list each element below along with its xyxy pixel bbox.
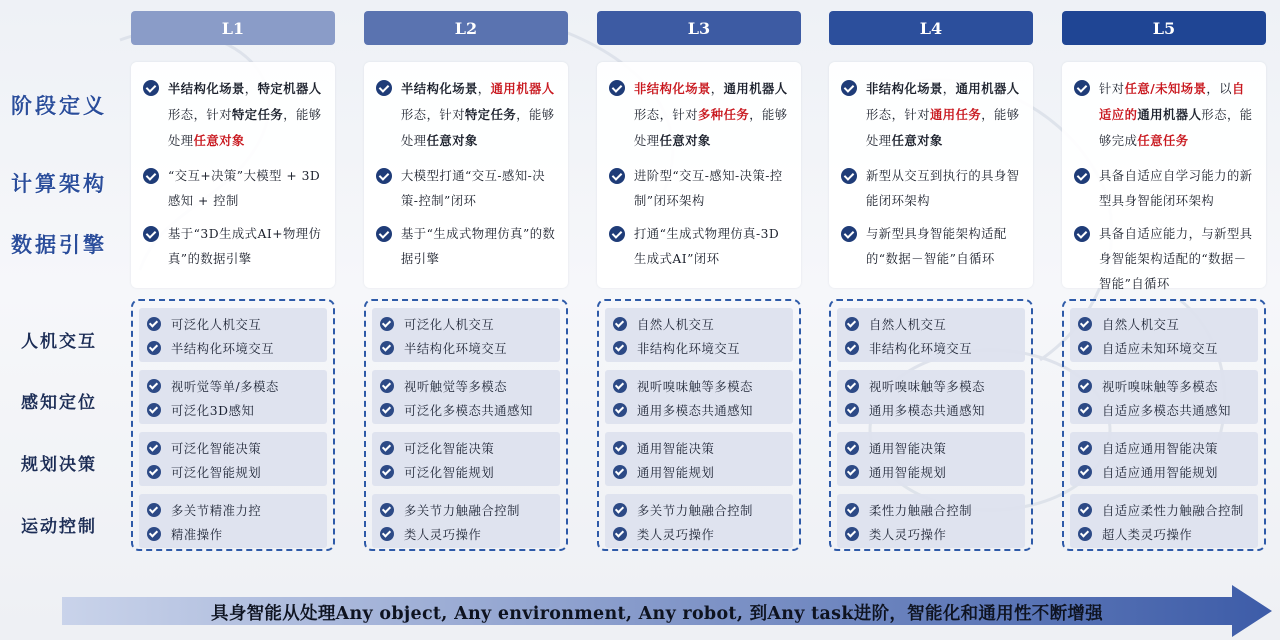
capability-item [845, 374, 1019, 398]
capability-group [1070, 494, 1258, 548]
check-circle-icon [147, 465, 161, 479]
capability-group [372, 370, 560, 424]
capability-text: 自然人机交互 [869, 318, 947, 332]
check-circle-icon [845, 403, 859, 417]
plain-text: 具备自适应自学习能力的新型具身智能闭环架构 [1099, 169, 1253, 208]
capability-text: 类人灵巧操作 [869, 528, 947, 542]
plain-text: ，能够处理 [401, 108, 555, 148]
capability-item [1078, 498, 1252, 522]
emphasis-bold-text: 通用机器人 [1137, 107, 1202, 122]
capability-text: 半结构化环境交互 [171, 342, 275, 356]
emphasis-bold-text: 半结构化场景 [168, 81, 245, 96]
check-circle-icon [143, 80, 159, 96]
plain-text: ， [477, 82, 491, 96]
check-circle-icon [380, 317, 394, 331]
plain-text: 打通“生成式物理仿真-3D生成式AI”闭环 [634, 227, 780, 266]
bottom-caption: 具身智能从处理Any object, Any environment, Any robot, 到Any task进阶，智能化和通用性不断增强 [211, 604, 1103, 624]
check-circle-icon [1078, 379, 1092, 393]
plain-text: 形态，针对 [168, 108, 232, 122]
emphasis-bold-text: 任意对象 [891, 133, 943, 148]
emphasis-bold-text: 通用机器人 [955, 81, 1020, 96]
check-circle-icon [1078, 527, 1092, 541]
row-label-hri: 人机交互 [21, 332, 97, 352]
definition-card-l4 [829, 62, 1033, 288]
check-circle-icon [143, 168, 159, 184]
capability-box-l1 [131, 299, 335, 551]
capability-group [837, 432, 1025, 486]
capability-item [380, 498, 554, 522]
emphasis-bold-text: 任意对象 [426, 133, 478, 148]
capability-item [147, 312, 321, 336]
emphasis-red-text: 通用任务 [930, 107, 982, 122]
capability-item [845, 398, 1019, 422]
capability-item [380, 374, 554, 398]
level-header-l3: L3 [597, 11, 801, 45]
check-circle-icon [613, 403, 627, 417]
capability-text: 自适应未知环境交互 [1102, 342, 1219, 356]
capability-text: 自适应通用智能决策 [1102, 442, 1219, 456]
check-circle-icon [380, 527, 394, 541]
check-circle-icon [613, 341, 627, 355]
check-circle-icon [841, 80, 857, 96]
capability-text: 视听觉等单/多模态 [171, 380, 279, 394]
definition-text [168, 76, 325, 154]
plain-text: 新型从交互到执行的具身智能闭环架构 [866, 169, 1020, 208]
capability-item [380, 436, 554, 460]
capability-item [380, 460, 554, 484]
capability-item [1078, 336, 1252, 360]
level-header-l5: L5 [1062, 11, 1266, 45]
check-circle-icon [380, 341, 394, 355]
capability-item [380, 522, 554, 546]
check-circle-icon [1074, 80, 1090, 96]
definition-text [1099, 164, 1256, 214]
check-circle-icon [143, 226, 159, 242]
row-label-data-engine: 数据引擎 [11, 232, 107, 257]
capability-text: 自适应多模态共通感知 [1102, 404, 1231, 418]
capability-item [1078, 522, 1252, 546]
level-header-l4: L4 [829, 11, 1033, 45]
capability-group [605, 432, 793, 486]
capability-group [139, 432, 327, 486]
check-circle-icon [613, 503, 627, 517]
definition-item [609, 222, 791, 272]
definition-card-l3 [597, 62, 801, 288]
definition-item [1074, 164, 1256, 214]
check-circle-icon [1078, 441, 1092, 455]
capability-text: 可泛化智能规划 [404, 466, 495, 480]
capability-group [605, 494, 793, 548]
capability-group [837, 494, 1025, 548]
definition-text [634, 76, 791, 154]
capability-item [147, 374, 321, 398]
plain-text: ，能够处理 [866, 108, 1020, 148]
check-circle-icon [1074, 168, 1090, 184]
capability-text: 可泛化3D感知 [171, 404, 255, 418]
capability-box-l4 [829, 299, 1033, 551]
level-header-l2: L2 [364, 11, 568, 45]
definition-text [401, 222, 558, 272]
capability-item [845, 336, 1019, 360]
check-circle-icon [845, 379, 859, 393]
definition-item [841, 76, 1023, 154]
emphasis-bold-text: 通用机器人 [723, 81, 788, 96]
capability-text: 视听嗅味触等多模态 [1102, 380, 1219, 394]
check-circle-icon [147, 403, 161, 417]
capability-text: 多关节力触融合控制 [637, 504, 754, 518]
definition-text [634, 164, 791, 214]
capability-text: 半结构化环境交互 [404, 342, 508, 356]
capability-item [380, 398, 554, 422]
definition-item [143, 222, 325, 272]
capability-item [613, 336, 787, 360]
plain-text: ， [710, 82, 724, 96]
definition-text [1099, 76, 1256, 154]
capability-text: 非结构化环境交互 [637, 342, 741, 356]
emphasis-red-text: 多种任务 [698, 107, 750, 122]
plain-text: 形态，针对 [401, 108, 465, 122]
capability-text: 类人灵巧操作 [404, 528, 482, 542]
definition-text [401, 76, 558, 154]
capability-group [605, 308, 793, 362]
definition-card-l1 [131, 62, 335, 288]
check-circle-icon [147, 379, 161, 393]
capability-text: 可泛化智能规划 [171, 466, 262, 480]
capability-text: 非结构化环境交互 [869, 342, 973, 356]
capability-item [613, 460, 787, 484]
capability-group [139, 308, 327, 362]
check-circle-icon [147, 527, 161, 541]
definition-text [866, 164, 1023, 214]
capability-item [147, 336, 321, 360]
definition-item [376, 222, 558, 272]
row-label-perception: 感知定位 [21, 393, 97, 413]
check-circle-icon [1078, 403, 1092, 417]
capability-item [845, 436, 1019, 460]
plain-text: ， [942, 82, 956, 96]
check-circle-icon [845, 465, 859, 479]
definition-text [634, 222, 791, 272]
capability-text: 可泛化智能决策 [171, 442, 262, 456]
capability-group [139, 494, 327, 548]
capability-text: 通用智能决策 [869, 442, 947, 456]
check-circle-icon [1078, 317, 1092, 331]
check-circle-icon [1078, 503, 1092, 517]
check-circle-icon [613, 441, 627, 455]
definition-item [841, 164, 1023, 214]
level-header-l1: L1 [131, 11, 335, 45]
capability-item [147, 522, 321, 546]
plain-text: 具备自适应能力，与新型具身智能架构适配的“数据－智能”自循环 [1099, 227, 1253, 291]
capability-group [837, 370, 1025, 424]
capability-group [1070, 432, 1258, 486]
capability-text: 精准操作 [171, 528, 223, 542]
capability-item [380, 312, 554, 336]
plain-text: 形态，针对 [634, 108, 698, 122]
emphasis-bold-text: 特定机器人 [257, 81, 322, 96]
plain-text: 针对 [1099, 82, 1125, 96]
capability-group [837, 308, 1025, 362]
capability-text: 通用智能决策 [637, 442, 715, 456]
emphasis-red-text: 任意对象 [193, 133, 245, 148]
capability-group [372, 308, 560, 362]
capability-item [845, 522, 1019, 546]
emphasis-bold-text: 特定任务 [232, 107, 284, 122]
capability-item [613, 398, 787, 422]
emphasis-red-text: 自适应的 [1099, 81, 1245, 122]
check-circle-icon [147, 317, 161, 331]
capability-text: 可泛化多模态共通感知 [404, 404, 533, 418]
definition-card-l5 [1062, 62, 1266, 291]
capability-item [613, 374, 787, 398]
emphasis-red-text: 任意任务 [1137, 133, 1189, 148]
check-circle-icon [380, 379, 394, 393]
capability-text: 可泛化人机交互 [404, 318, 495, 332]
check-circle-icon [380, 441, 394, 455]
check-circle-icon [609, 226, 625, 242]
check-circle-icon [845, 527, 859, 541]
capability-item [147, 460, 321, 484]
capability-text: 自适应柔性力触融合控制 [1102, 504, 1244, 518]
capability-text: 多关节精准力控 [171, 504, 262, 518]
capability-item [147, 398, 321, 422]
check-circle-icon [841, 226, 857, 242]
definition-item [609, 76, 791, 154]
capability-text: 可泛化人机交互 [171, 318, 262, 332]
emphasis-bold-text: 任意对象 [659, 133, 711, 148]
emphasis-bold-text: 特定任务 [465, 107, 517, 122]
capability-item [613, 312, 787, 336]
capability-box-l3 [597, 299, 801, 551]
capability-item [380, 336, 554, 360]
capability-group [1070, 370, 1258, 424]
check-circle-icon [376, 80, 392, 96]
definition-item [143, 164, 325, 214]
check-circle-icon [613, 465, 627, 479]
capability-group [605, 370, 793, 424]
definition-item [143, 76, 325, 154]
emphasis-red-text: 非结构化场景 [634, 81, 711, 96]
capability-text: 通用智能规划 [869, 466, 947, 480]
check-circle-icon [380, 403, 394, 417]
definition-item [376, 76, 558, 154]
capability-text: 超人类灵巧操作 [1102, 528, 1193, 542]
capability-group [372, 494, 560, 548]
plain-text: 大模型打通“交互-感知-决策-控制”闭环 [401, 169, 546, 208]
capability-text: 自适应通用智能规划 [1102, 466, 1219, 480]
capability-text: 可泛化智能决策 [404, 442, 495, 456]
capability-item [1078, 436, 1252, 460]
plain-text: 基于“3D生成式AI+物理仿真”的数据引擎 [168, 227, 322, 266]
plain-text: 与新型具身智能架构适配的“数据－智能”自循环 [866, 227, 1007, 266]
capability-item [613, 436, 787, 460]
capability-text: 自然人机交互 [637, 318, 715, 332]
capability-box-l2 [364, 299, 568, 551]
check-circle-icon [1078, 341, 1092, 355]
check-circle-icon [845, 341, 859, 355]
capability-item [613, 522, 787, 546]
row-label-stage-definition: 阶段定义 [11, 93, 107, 118]
definition-item [376, 164, 558, 214]
capability-item [1078, 312, 1252, 336]
check-circle-icon [376, 168, 392, 184]
definition-text [168, 164, 325, 214]
capability-group [139, 370, 327, 424]
emphasis-bold-text: 半结构化场景 [401, 81, 478, 96]
check-circle-icon [1074, 226, 1090, 242]
plain-text: 形态，能够完成 [1099, 108, 1253, 148]
capability-text: 通用多模态共通感知 [637, 404, 754, 418]
definition-item [609, 164, 791, 214]
check-circle-icon [613, 527, 627, 541]
row-label-motion-control: 运动控制 [21, 517, 97, 537]
plain-text: 进阶型“交互-感知-决策-控制”闭环架构 [634, 169, 783, 208]
capability-item [1078, 460, 1252, 484]
capability-item [1078, 374, 1252, 398]
capability-text: 视听嗅味触等多模态 [869, 380, 986, 394]
check-circle-icon [376, 226, 392, 242]
capability-text: 通用智能规划 [637, 466, 715, 480]
row-label-compute-architecture: 计算架构 [11, 171, 107, 196]
check-circle-icon [845, 503, 859, 517]
definition-item [1074, 222, 1256, 297]
definition-item [1074, 76, 1256, 154]
plain-text: ， [244, 82, 258, 96]
capability-item [613, 498, 787, 522]
capability-group [1070, 308, 1258, 362]
plain-text: 形态，针对 [866, 108, 930, 122]
check-circle-icon [613, 317, 627, 331]
check-circle-icon [147, 341, 161, 355]
plain-text: ，能够处理 [168, 108, 322, 148]
check-circle-icon [147, 441, 161, 455]
definition-text [866, 222, 1023, 272]
capability-group [372, 432, 560, 486]
emphasis-bold-text: 非结构化场景 [866, 81, 943, 96]
capability-text: 自然人机交互 [1102, 318, 1180, 332]
capability-item [845, 460, 1019, 484]
check-circle-icon [147, 503, 161, 517]
check-circle-icon [613, 379, 627, 393]
capability-text: 柔性力触融合控制 [869, 504, 973, 518]
emphasis-red-text: 任意/未知场景 [1124, 81, 1207, 96]
capability-text: 视听嗅味触等多模态 [637, 380, 754, 394]
check-circle-icon [609, 80, 625, 96]
plain-text: ，以 [1206, 82, 1232, 96]
definition-text [866, 76, 1023, 154]
check-circle-icon [1078, 465, 1092, 479]
row-label-planning: 规划决策 [21, 455, 97, 475]
definition-text [1099, 222, 1256, 297]
check-circle-icon [845, 441, 859, 455]
capability-item [147, 436, 321, 460]
capability-text: 类人灵巧操作 [637, 528, 715, 542]
capability-item [147, 498, 321, 522]
definition-card-l2 [364, 62, 568, 288]
check-circle-icon [380, 503, 394, 517]
check-circle-icon [845, 317, 859, 331]
check-circle-icon [841, 168, 857, 184]
emphasis-red-text: 通用机器人 [490, 81, 555, 96]
check-circle-icon [380, 465, 394, 479]
capability-item [1078, 398, 1252, 422]
definition-text [401, 164, 558, 214]
check-circle-icon [609, 168, 625, 184]
capability-text: 多关节力触融合控制 [404, 504, 521, 518]
capability-text: 通用多模态共通感知 [869, 404, 986, 418]
definition-item [841, 222, 1023, 272]
capability-item [845, 498, 1019, 522]
definition-text [168, 222, 325, 272]
capability-text: 视听触觉等多模态 [404, 380, 508, 394]
plain-text: “交互+决策”大模型 + 3D感知 + 控制 [168, 169, 321, 208]
plain-text: ，能够处理 [634, 108, 788, 148]
capability-box-l5 [1062, 299, 1266, 551]
plain-text: 基于“生成式物理仿真”的数据引擎 [401, 227, 556, 266]
capability-item [845, 312, 1019, 336]
